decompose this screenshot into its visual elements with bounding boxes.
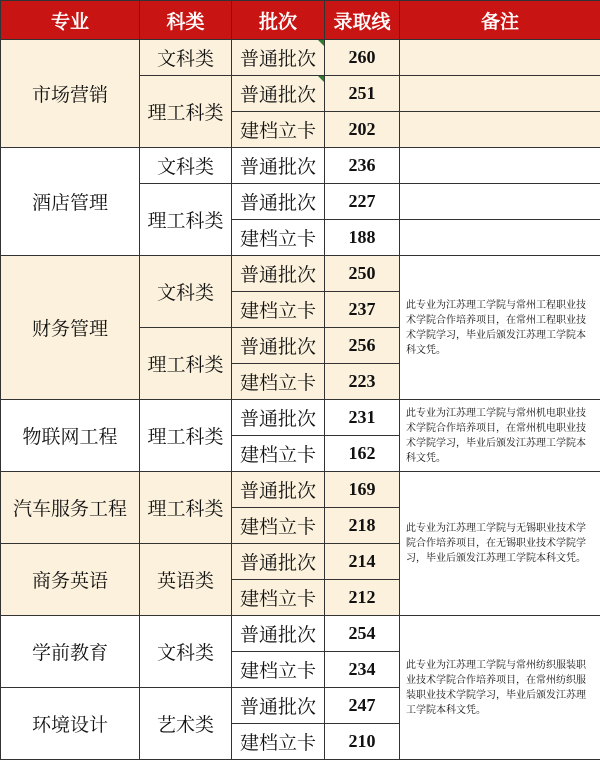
batch-cell: 普通批次 — [232, 184, 325, 220]
category-cell: 理工科类 — [140, 328, 232, 400]
major-cell: 汽车服务工程 — [1, 472, 140, 544]
table-row — [1, 616, 600, 652]
score-cell: 260 — [325, 40, 400, 76]
major-cell: 学前教育 — [1, 616, 140, 688]
batch-cell: 普通批次 — [232, 40, 325, 76]
batch-cell: 建档立卡 — [232, 508, 325, 544]
score-cell: 212 — [325, 580, 400, 616]
batch-cell: 普通批次 — [232, 688, 325, 724]
score-cell: 237 — [325, 292, 400, 328]
batch-cell: 普通批次 — [232, 616, 325, 652]
score-cell: 254 — [325, 616, 400, 652]
batch-cell: 普通批次 — [232, 148, 325, 184]
score-cell: 210 — [325, 724, 400, 760]
score-cell: 234 — [325, 652, 400, 688]
batch-cell: 建档立卡 — [232, 436, 325, 472]
note-cell: 此专业为江苏理工学院与常州工程职业技术学院合作培养项目，在常州工程职业技术学院学习，毕业后颁发江苏理工学院本科文凭。 — [400, 256, 600, 400]
note-cell — [400, 220, 600, 256]
major-cell: 市场营销 — [1, 40, 140, 148]
batch-cell: 普通批次 — [232, 76, 325, 112]
batch-cell: 建档立卡 — [232, 292, 325, 328]
batch-cell: 普通批次 — [232, 328, 325, 364]
table-row — [1, 472, 600, 508]
major-cell: 环境设计 — [1, 688, 140, 760]
header-row — [1, 1, 600, 40]
note-cell — [400, 40, 600, 76]
score-cell: 231 — [325, 400, 400, 436]
note-cell: 此专业为江苏理工学院与常州纺织服装职业技术学院合作培养项目，在常州纺织服装职业技术学院学习，毕业后颁发江苏理工学院本科文凭。 — [400, 616, 600, 760]
category-cell: 理工科类 — [140, 472, 232, 544]
batch-cell: 普通批次 — [232, 400, 325, 436]
major-cell: 物联网工程 — [1, 400, 140, 472]
score-cell: 227 — [325, 184, 400, 220]
score-cell: 250 — [325, 256, 400, 292]
category-cell: 理工科类 — [140, 184, 232, 256]
score-cell: 169 — [325, 472, 400, 508]
note-cell — [400, 148, 600, 184]
note-cell — [400, 184, 600, 220]
batch-cell: 普通批次 — [232, 472, 325, 508]
category-cell: 文科类 — [140, 148, 232, 184]
note-cell — [400, 112, 600, 148]
batch-cell: 建档立卡 — [232, 724, 325, 760]
header-score: 录取线 — [325, 1, 400, 40]
major-cell: 商务英语 — [1, 544, 140, 616]
score-cell: 236 — [325, 148, 400, 184]
category-cell: 理工科类 — [140, 76, 232, 148]
score-cell: 162 — [325, 436, 400, 472]
batch-cell: 建档立卡 — [232, 112, 325, 148]
table-row — [1, 256, 600, 292]
score-cell: 218 — [325, 508, 400, 544]
score-cell: 256 — [325, 328, 400, 364]
category-cell: 艺术类 — [140, 688, 232, 760]
category-cell: 英语类 — [140, 544, 232, 616]
category-cell: 文科类 — [140, 256, 232, 328]
table-row — [1, 400, 600, 436]
batch-cell: 建档立卡 — [232, 220, 325, 256]
header-major: 专业 — [1, 1, 140, 40]
score-cell: 247 — [325, 688, 400, 724]
batch-cell: 普通批次 — [232, 256, 325, 292]
header-category: 科类 — [140, 1, 232, 40]
score-cell: 251 — [325, 76, 400, 112]
batch-cell: 建档立卡 — [232, 364, 325, 400]
batch-cell: 建档立卡 — [232, 580, 325, 616]
table-row — [1, 40, 600, 76]
score-cell: 202 — [325, 112, 400, 148]
major-cell: 酒店管理 — [1, 148, 140, 256]
category-cell: 文科类 — [140, 40, 232, 76]
score-cell: 223 — [325, 364, 400, 400]
table-row — [1, 148, 600, 184]
note-cell: 此专业为江苏理工学院与常州机电职业技术学院合作培养项目，在常州机电职业技术学院学习，毕业后颁发江苏理工学院本科文凭。 — [400, 400, 600, 472]
note-cell — [400, 76, 600, 112]
note-cell: 此专业为江苏理工学院与无锡职业技术学院合作培养项目，在无锡职业技术学院学习，毕业后颁发江苏理工学院本科文凭。 — [400, 472, 600, 616]
header-note: 备注 — [400, 1, 600, 40]
major-cell: 财务管理 — [1, 256, 140, 400]
batch-cell: 普通批次 — [232, 544, 325, 580]
category-cell: 文科类 — [140, 616, 232, 688]
score-cell: 214 — [325, 544, 400, 580]
score-cell: 188 — [325, 220, 400, 256]
batch-cell: 建档立卡 — [232, 652, 325, 688]
category-cell: 理工科类 — [140, 400, 232, 472]
header-batch: 批次 — [232, 1, 325, 40]
